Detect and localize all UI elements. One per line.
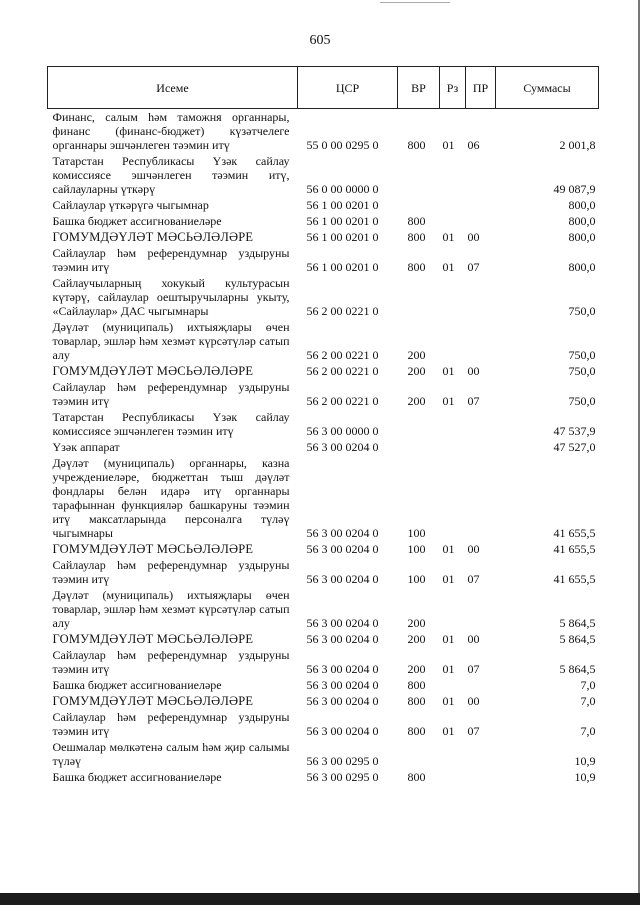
table-header: [48, 67, 599, 109]
cell-vr: 800: [407, 138, 426, 152]
cell-rz: 01: [442, 364, 455, 378]
cell-sum: 800,0: [568, 230, 596, 244]
cell-vr: 800: [407, 260, 426, 274]
cell-rz: 01: [442, 572, 455, 586]
cell-csr: 56 0 00 0000 0: [306, 182, 379, 196]
table-row: [48, 677, 599, 693]
table-row: [48, 557, 599, 587]
cell-name: ГОМУМДӘҮЛӘТ МӘСЬӘЛӘЛӘРЕ: [52, 230, 254, 244]
cell-csr: 56 1 00 0201 0: [306, 198, 379, 212]
cell-rz: [440, 153, 466, 197]
cell-vr: 200: [407, 632, 426, 646]
cell-sum: 5 864,5: [559, 662, 596, 676]
column-header-rz: Рз: [440, 67, 466, 109]
cell-sum: 750,0: [568, 348, 596, 362]
table-row: [48, 153, 599, 197]
cell-name: Оешмалар мөлкәтенә салым һәм җир салымы түләү: [52, 740, 290, 768]
page-number: 605: [309, 33, 331, 48]
table-body: [48, 109, 599, 786]
table-row: [48, 439, 599, 455]
cell-rz: 01: [442, 632, 455, 646]
cell-vr: 100: [407, 526, 426, 540]
cell-csr: 56 3 00 0204 0: [306, 440, 379, 454]
column-header-csr: ЦСР: [298, 67, 398, 109]
cell-pr: 07: [467, 662, 480, 676]
cell-csr: 56 3 00 0204 0: [306, 572, 379, 586]
cell-sum: 800,0: [568, 214, 596, 228]
cell-pr: [466, 677, 496, 693]
table-row: [48, 631, 599, 647]
cell-name: Татарстан Республикасы Үзәк сайлау комиссиясе эшчәнлеген тәэмин итү, сайлауларны үткәрү: [52, 154, 290, 196]
cell-vr: 800: [407, 678, 426, 692]
cell-csr: 56 3 00 0204 0: [306, 662, 379, 676]
cell-rz: [440, 409, 466, 439]
cell-name: Сайлаулар һәм референдумнар уздыруны тәэмин итү: [52, 246, 290, 274]
cell-sum: 7,0: [580, 678, 596, 692]
table-row: [48, 245, 599, 275]
cell-sum: 49 087,9: [553, 182, 596, 196]
cell-csr: 56 2 00 0221 0: [306, 364, 379, 378]
cell-rz: 01: [442, 724, 455, 738]
cell-pr: [466, 153, 496, 197]
column-header-vr: ВР: [398, 67, 440, 109]
header-row: [48, 67, 599, 109]
table-row: [48, 229, 599, 245]
cell-vr: [398, 409, 440, 439]
cell-name: ГОМУМДӘҮЛӘТ МӘСЬӘЛӘЛӘРЕ: [52, 542, 254, 556]
cell-pr: 07: [467, 260, 480, 274]
table-row: [48, 769, 599, 785]
cell-pr: [466, 587, 496, 631]
cell-sum: 47 527,0: [553, 440, 596, 454]
cell-sum: 2 001,8: [559, 138, 596, 152]
cell-pr: [466, 275, 496, 319]
cell-rz: 01: [442, 694, 455, 708]
cell-csr: 56 3 00 0204 0: [306, 542, 379, 556]
cell-pr: [466, 409, 496, 439]
cell-csr: 56 3 00 0204 0: [306, 694, 379, 708]
cell-sum: 10,9: [574, 770, 596, 784]
cell-name: ГОМУМДӘҮЛӘТ МӘСЬӘЛӘЛӘРЕ: [52, 694, 254, 708]
cell-csr: 56 3 00 0204 0: [306, 526, 379, 540]
cell-vr: [398, 275, 440, 319]
cell-rz: [440, 197, 466, 213]
scan-mark: [380, 2, 450, 3]
cell-vr: 800: [407, 724, 426, 738]
cell-csr: 56 2 00 0221 0: [306, 394, 379, 408]
cell-rz: [440, 439, 466, 455]
cell-sum: 7,0: [580, 694, 596, 708]
cell-name: Сайлаулар һәм референдумнар уздыруны тәэмин итү: [52, 558, 290, 586]
cell-name: Дәүләт (муниципаль) ихтыяҗлары өчен товарлар, эшләр һәм хезмәт күрсәтүләр сатып алу: [52, 588, 290, 630]
cell-rz: 01: [442, 138, 455, 152]
cell-csr: 56 3 00 0295 0: [306, 754, 379, 768]
cell-rz: [440, 769, 466, 785]
scan-edge-bottom: [0, 893, 640, 905]
cell-csr: 56 1 00 0201 0: [306, 260, 379, 274]
cell-csr: 56 3 00 0204 0: [306, 632, 379, 646]
table-row: [48, 363, 599, 379]
table-row: [48, 541, 599, 557]
cell-pr: [466, 213, 496, 229]
cell-csr: 56 3 00 0204 0: [306, 678, 379, 692]
cell-pr: [466, 769, 496, 785]
column-header-name: Исеме: [48, 67, 298, 109]
cell-sum: 10,9: [574, 754, 596, 768]
column-header-sum: Суммасы: [496, 67, 599, 109]
cell-pr: 07: [467, 394, 480, 408]
cell-sum: 800,0: [568, 260, 596, 274]
table-row: [48, 379, 599, 409]
cell-name: Сайлаулар һәм референдумнар уздыруны тәэмин итү: [52, 710, 290, 738]
cell-name: Финанс, салым һәм таможня органнары, финанс (финанс-бюджет) күзәтчелеге органнары эшчәнлеген тәэмин итү: [52, 110, 290, 152]
cell-rz: [440, 275, 466, 319]
cell-pr: 06: [467, 138, 480, 152]
cell-sum: 5 864,5: [559, 632, 596, 646]
cell-name: Дәүләт (муниципаль) ихтыяҗлары өчен товарлар, эшләр һәм хезмәт күрсәтүләр сатып алу: [52, 320, 290, 362]
cell-vr: 200: [407, 394, 426, 408]
cell-sum: 41 655,5: [553, 526, 596, 540]
cell-vr: 800: [407, 214, 426, 228]
cell-pr: 07: [467, 724, 480, 738]
table-row: [48, 109, 599, 154]
table-row: [48, 275, 599, 319]
cell-sum: 750,0: [568, 364, 596, 378]
cell-sum: 47 537,9: [553, 424, 596, 438]
cell-vr: 800: [407, 694, 426, 708]
cell-pr: 00: [467, 542, 480, 556]
cell-csr: 56 2 00 0221 0: [306, 304, 379, 318]
cell-csr: 56 1 00 0201 0: [306, 230, 379, 244]
cell-sum: 41 655,5: [553, 542, 596, 556]
table-row: [48, 319, 599, 363]
cell-rz: [440, 587, 466, 631]
cell-vr: 200: [407, 616, 426, 630]
cell-name: Башка бюджет ассигнованиеләре: [52, 770, 222, 784]
cell-rz: [440, 319, 466, 363]
cell-name: Сайлаулар һәм референдумнар уздыруны тәэмин итү: [52, 380, 290, 408]
cell-rz: [440, 455, 466, 541]
budget-table: [47, 66, 599, 785]
cell-name: Сайлаулар һәм референдумнар уздыруны тәэмин итү: [52, 648, 290, 676]
cell-name: Сайлаучыларның хокукый культурасын күтәрү, сайлаулар оештыручыларны укыту, «Сайлаулар» ДАС чыгымнары: [52, 276, 290, 318]
cell-name: Башка бюджет ассигнованиеләре: [52, 214, 222, 228]
cell-csr: 56 2 00 0221 0: [306, 348, 379, 362]
cell-pr: 07: [467, 572, 480, 586]
cell-pr: [466, 197, 496, 213]
cell-sum: 41 655,5: [553, 572, 596, 586]
table-row: [48, 739, 599, 769]
cell-csr: 56 3 00 0204 0: [306, 724, 379, 738]
cell-rz: [440, 739, 466, 769]
cell-pr: [466, 319, 496, 363]
cell-rz: 01: [442, 542, 455, 556]
cell-vr: [398, 153, 440, 197]
cell-rz: [440, 677, 466, 693]
cell-name: Сайлаулар үткәрүгә чыгымнар: [52, 198, 209, 212]
cell-name: Татарстан Республикасы Үзәк сайлау комиссиясе эшчәнлеген тәэмин итү: [52, 410, 290, 438]
table-row: [48, 455, 599, 541]
cell-sum: 750,0: [568, 304, 596, 318]
cell-vr: 200: [407, 662, 426, 676]
cell-vr: [398, 197, 440, 213]
cell-name: Дәүләт (муниципаль) органнары, казна учреждениеләре, бюджеттан тыш дәүләт фондлары белән идарә итү органнары тарафыннан функцияләр башкаруны тәэмин итү максатларында персоналга түләү чыгымнары: [52, 456, 290, 540]
cell-rz: 01: [442, 260, 455, 274]
cell-name: ГОМУМДӘҮЛӘТ МӘСЬӘЛӘЛӘРЕ: [52, 632, 254, 646]
cell-vr: [398, 439, 440, 455]
column-header-pr: ПР: [466, 67, 496, 109]
cell-vr: 800: [407, 770, 426, 784]
cell-name: ГОМУМДӘҮЛӘТ МӘСЬӘЛӘЛӘРЕ: [52, 364, 254, 378]
table-row: [48, 647, 599, 677]
cell-vr: 100: [407, 542, 426, 556]
cell-pr: 00: [467, 632, 480, 646]
cell-sum: 5 864,5: [559, 616, 596, 630]
cell-rz: [440, 213, 466, 229]
table-row: [48, 709, 599, 739]
cell-name: Башка бюджет ассигнованиеләре: [52, 678, 222, 692]
cell-sum: 7,0: [580, 724, 596, 738]
cell-csr: 56 3 00 0000 0: [306, 424, 379, 438]
table-row: [48, 197, 599, 213]
cell-csr: 56 1 00 0201 0: [306, 214, 379, 228]
cell-csr: 56 3 00 0204 0: [306, 616, 379, 630]
cell-vr: [398, 739, 440, 769]
cell-vr: 800: [407, 230, 426, 244]
cell-rz: 01: [442, 230, 455, 244]
cell-csr: 55 0 00 0295 0: [306, 138, 379, 152]
cell-vr: 200: [407, 364, 426, 378]
cell-pr: [466, 439, 496, 455]
cell-sum: 750,0: [568, 394, 596, 408]
cell-vr: 200: [407, 348, 426, 362]
table-row: [48, 693, 599, 709]
cell-rz: 01: [442, 662, 455, 676]
cell-rz: 01: [442, 394, 455, 408]
table-row: [48, 409, 599, 439]
table-row: [48, 587, 599, 631]
cell-csr: 56 3 00 0295 0: [306, 770, 379, 784]
cell-pr: 00: [467, 230, 480, 244]
cell-pr: [466, 455, 496, 541]
cell-vr: 100: [407, 572, 426, 586]
cell-pr: 00: [467, 364, 480, 378]
cell-pr: [466, 739, 496, 769]
cell-name: Үзәк аппарат: [52, 440, 120, 454]
cell-pr: 00: [467, 694, 480, 708]
cell-sum: 800,0: [568, 198, 596, 212]
table-row: [48, 213, 599, 229]
